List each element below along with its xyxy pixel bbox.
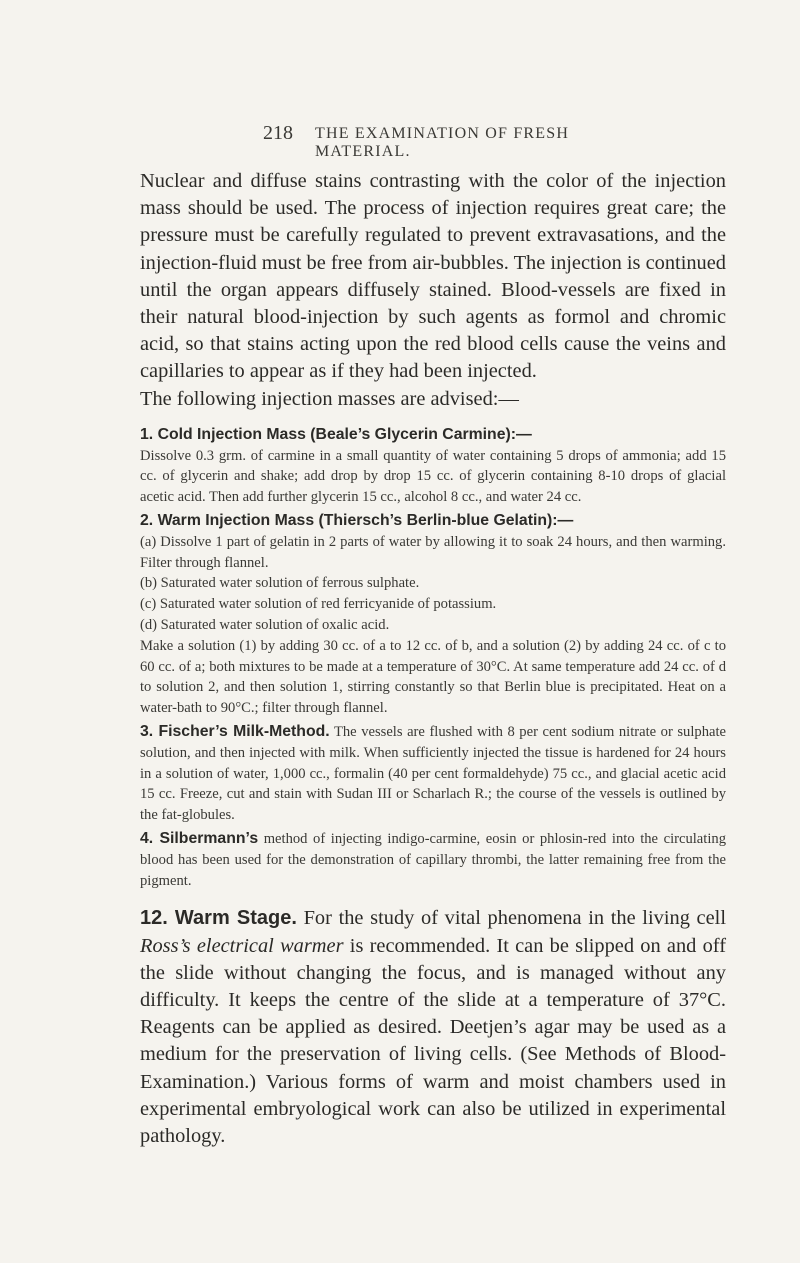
list-item-3-heading: 3. Fischer’s Milk-Method.: [140, 722, 330, 740]
section-12-text-after: is recommended. It can be slipped on and off the slide without changing the focus, and is managed without any difficulty. It keeps the centre of the slide at a temperature of 37°C. Reagents can be applied as desired. Deetjen’s agar may be used as a medium for the preservation of living cells. (See Methods of Blood-Examination.) Various forms of warm and moist chambers used in experimental embryological work can also be utilized in experimental pathology.: [140, 934, 726, 1147]
section-12-paragraph: [140, 905, 726, 1150]
page-number: 218: [263, 122, 293, 144]
list-item-4: [140, 829, 726, 891]
list-item-3: [140, 722, 726, 826]
section-12-text-before: For the study of vital phenomena in the living cell: [303, 907, 726, 930]
list-item-2-b: (b) Saturated water solution of ferrous sulphate.: [140, 575, 420, 592]
list-item-2-a: (a) Dissolve 1 part of gelatin in 2 parts of water by allowing it to soak 24 hours, and then warming. Filter through flannel.: [140, 533, 726, 571]
list-item-3-text: The vessels are flushed with 8 per cent sodium nitrate or sulphate solution, and then injected with milk. When sufficiently injected the tissue is hardened for 24 hours in a solution of water, 1,000 cc., formalin (40 per cent formaldehyde) 75 cc., and glacial acetic acid 15 cc. Freeze, cut and stain with Sudan III or Scharlach R.; the course of the vessels is outlined by the fat-globules.: [140, 723, 727, 824]
section-12-device-name: Ross’s electrical warmer: [140, 934, 344, 957]
injection-mass-list: [140, 425, 726, 892]
list-item-1: [140, 425, 726, 446]
page-body: [140, 168, 726, 1150]
list-item-2-c: (c) Saturated water solution of red ferricyanide of potassium.: [140, 596, 497, 613]
intro-paragraph: Nuclear and diffuse stains contrasting with the color of the injection mass should be used. The process of injection requires great care; the pressure must be carefully regulated to prevent extravasations, and the injection-fluid must be free from air-bubbles. The injection is continued until the organ appears diffusely stained. Blood-vessels are fixed in their natural blood-injection by such agents as formol and chromic acid, so that stains acting upon the red blood cells cause the veins and capillaries to appear as if they had been injected.: [140, 170, 726, 383]
list-item-1-heading: 1. Cold Injection Mass (Beale’s Glycerin Carmine):—: [140, 425, 532, 443]
section-12-heading: 12. Warm Stage.: [140, 907, 297, 930]
list-item-2-d: (d) Saturated water solution of oxalic acid.: [140, 617, 390, 633]
list-item-2: [140, 511, 726, 532]
running-title: THE EXAMINATION OF FRESH MATERIAL.: [315, 125, 570, 160]
list-item-1-text: Dissolve 0.3 grm. of carmine in a small quantity of water containing 5 drops of ammonia; add 15 cc. of glycerin and shake; add drop by drop 15 cc. of glycerin containing 8-10 drops of glacial acetic acid. Then add further glycerin 15 cc., alcohol 8 cc., and water 24 cc.: [140, 447, 726, 506]
injection-masses-intro: The following injection masses are advised:—: [140, 387, 519, 410]
list-item-2-text: Make a solution (1) by adding 30 cc. of a to 12 cc. of b, and a solution (2) by adding 24 cc. of c to 60 cc. of a; both mixtures to be made at a temperature of 30°C. At same temperature add 24 cc. of d to solution 2, and then solution 1, stirring constantly so that Berlin blue is precipitated. Heat on a water-bath to 90°C.; filter through flannel.: [140, 637, 726, 717]
list-item-2-heading: 2. Warm Injection Mass (Thiersch’s Berlin-blue Gelatin):—: [140, 512, 574, 530]
list-item-4-text: method of injecting indigo-carmine, eosin or phlosin-red into the circulating blood has been used for the demonstration of capillary thrombi, the latter remaining free from the pigment.: [140, 830, 726, 889]
list-item-4-heading: 4. Silbermann’s: [140, 829, 259, 847]
